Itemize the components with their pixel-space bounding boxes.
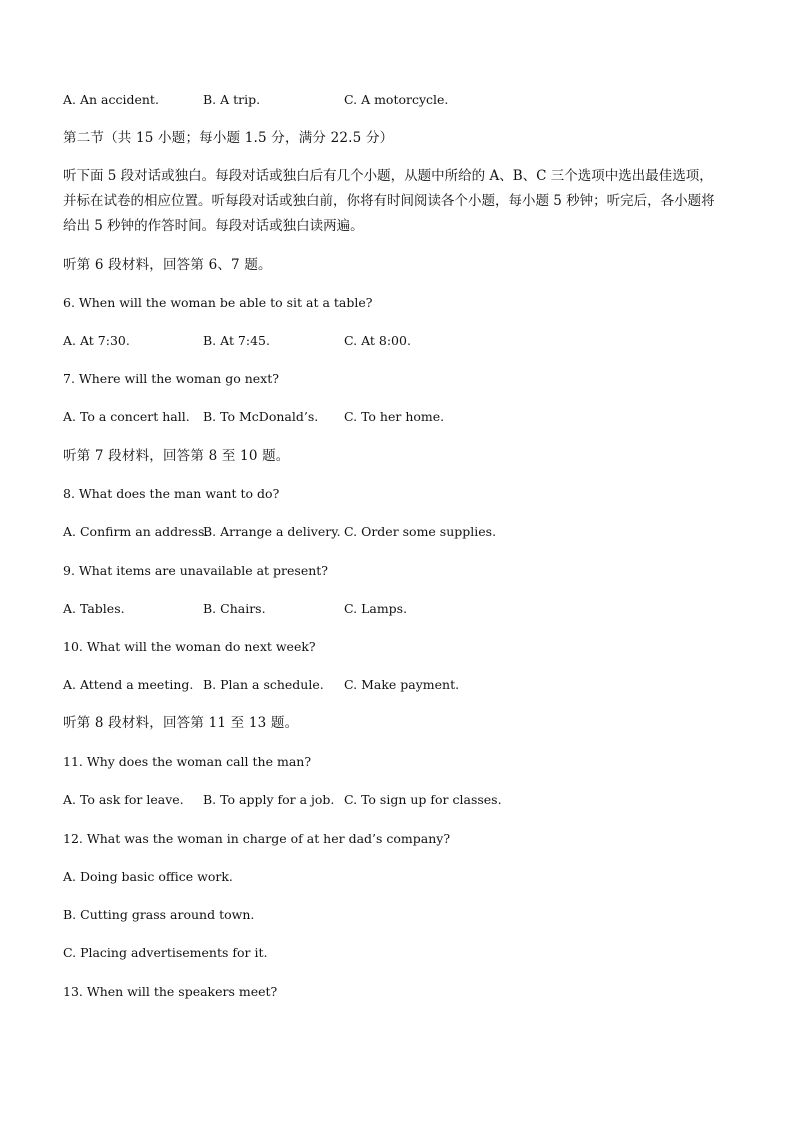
q11-option-a: A. To ask for leave. xyxy=(63,792,184,807)
q5-option-a: A. An accident. xyxy=(63,92,159,107)
q5-option-c: C. A motorcycle. xyxy=(344,92,449,107)
q13-question: 13. When will the speakers meet? xyxy=(63,984,278,999)
q11-question: 11. Why does the woman call the man? xyxy=(63,754,312,769)
section-heading: 第二节（共 15 小题；每小题 1.5 分，满分 22.5 分） xyxy=(63,130,394,146)
q10-option-c: C. Make payment. xyxy=(344,677,460,692)
q8-option-b: B. Arrange a delivery. xyxy=(203,524,341,539)
group7-heading: 听第 7 段材料，回答第 8 至 10 题。 xyxy=(63,448,290,464)
group6-heading: 听第 6 段材料，回答第 6、7 题。 xyxy=(63,257,272,273)
instructions-line-3: 给出 5 秒钟的作答时间。每段对话或独白读两遍。 xyxy=(63,218,364,234)
q7-option-b: B. To McDonald’s. xyxy=(203,409,319,424)
q9-option-c: C. Lamps. xyxy=(344,601,408,616)
q12-option-a: A. Doing basic office work. xyxy=(63,869,233,884)
q12-option-b: B. Cutting grass around town. xyxy=(63,907,255,922)
q12-question: 12. What was the woman in charge of at her dad’s company? xyxy=(63,831,451,846)
q9-option-a: A. Tables. xyxy=(63,601,125,616)
q12-option-c: C. Placing advertisements for it. xyxy=(63,945,268,960)
q10-option-b: B. Plan a schedule. xyxy=(203,677,324,692)
q5-option-b: B. A trip. xyxy=(203,92,261,107)
q8-option-a: A. Confirm an address. xyxy=(63,524,209,539)
instructions-line-2: 并标在试卷的相应位置。听每段对话或独白前，你将有时间阅读各个小题，每小题 5 秒钟；听完后，各小题将 xyxy=(63,193,715,209)
q8-option-c: C. Order some supplies. xyxy=(344,524,497,539)
q6-option-b: B. At 7:45. xyxy=(203,333,270,348)
q7-question: 7. Where will the woman go next? xyxy=(63,371,279,386)
q11-option-c: C. To sign up for classes. xyxy=(344,792,502,807)
q11-option-b: B. To apply for a job. xyxy=(203,792,335,807)
q9-question: 9. What items are unavailable at present? xyxy=(63,563,329,578)
q10-question: 10. What will the woman do next week? xyxy=(63,639,316,654)
q6-option-a: A. At 7:30. xyxy=(63,333,130,348)
instructions-line-1: 听下面 5 段对话或独白。每段对话或独白后有几个小题，从题中所给的 A、B、C 三个选项中选出最佳选项， xyxy=(63,168,713,184)
q7-option-a: A. To a concert hall. xyxy=(63,409,190,424)
q6-question: 6. When will the woman be able to sit at a table? xyxy=(63,295,373,310)
q9-option-b: B. Chairs. xyxy=(203,601,266,616)
q7-option-c: C. To her home. xyxy=(344,409,445,424)
q10-option-a: A. Attend a meeting. xyxy=(63,677,194,692)
q8-question: 8. What does the man want to do? xyxy=(63,486,280,501)
instructions-paragraph xyxy=(63,164,743,239)
group8-heading: 听第 8 段材料，回答第 11 至 13 题。 xyxy=(63,715,299,731)
q6-option-c: C. At 8:00. xyxy=(344,333,411,348)
